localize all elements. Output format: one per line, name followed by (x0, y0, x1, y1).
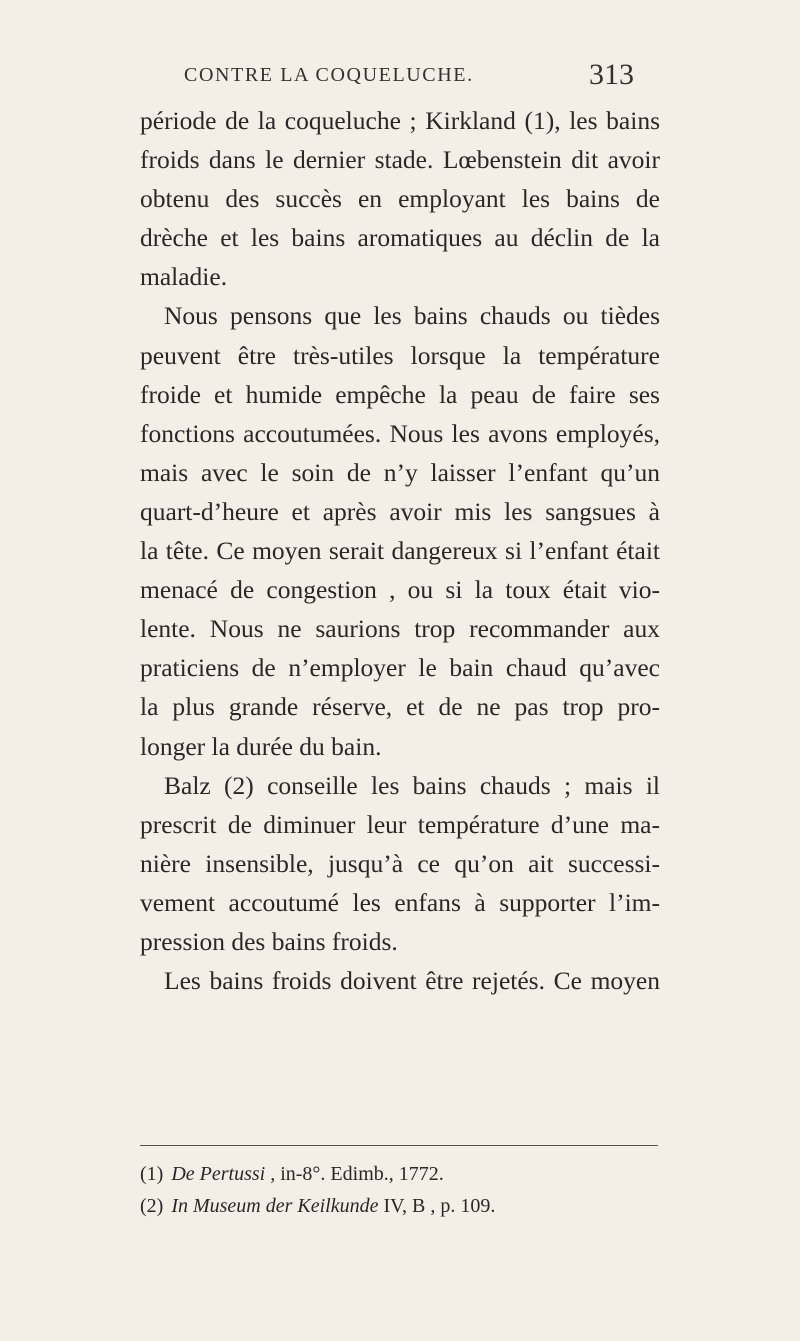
text-line: froids dans le dernier stade. Lœbenstein dit avoir (140, 145, 660, 175)
text-line: quart-d’heure et après avoir mis les sangsues à (140, 496, 660, 526)
text-line: fonctions accoutumées. Nous les avons employés, (140, 418, 660, 448)
text-line: la tête. Ce moyen serait dangereux si l’enfant était (140, 536, 660, 566)
text-line: obtenu des succès en employant les bains de (140, 184, 660, 214)
text-line: nière insensible, jusqu’à ce qu’on ait successi- (140, 848, 660, 878)
text-line: Balz (2) conseille les bains chauds ; mais il (164, 770, 660, 800)
text-line: maladie. (140, 262, 228, 292)
text-line: menacé de congestion , ou si la toux était vio- (140, 575, 660, 605)
text-line: Nous pensons que les bains chauds ou tièdes (164, 301, 660, 331)
footnote (140, 1190, 660, 1222)
text-line: pression des bains froids. (140, 926, 398, 956)
text-line: longer la durée du bain. (140, 731, 382, 761)
text-line: prescrit de diminuer leur température d’une ma- (140, 809, 660, 839)
text-line: praticiens de n’employer le bain chaud qu’avec (140, 653, 660, 683)
footnote-number: (2) (140, 1195, 164, 1217)
footnote-number: (1) (140, 1163, 164, 1185)
text-line: Les bains froids doivent être rejetés. Ce moyen (164, 966, 660, 996)
footnote-divider (140, 1145, 658, 1146)
page-number: 313 (589, 58, 634, 91)
page-header (0, 58, 800, 98)
text-line: drèche et les bains aromatiques au déclin de la (140, 223, 660, 253)
text-line: mais avec le soin de n’y laisser l’enfant qu’un (140, 457, 660, 487)
footnote-details: IV, B , p. 109. (383, 1195, 496, 1217)
footnote-title: De Pertussi , (171, 1163, 276, 1185)
footnote-details: in-8°. Edimb., 1772. (280, 1163, 444, 1185)
body-text (140, 101, 660, 1000)
text-line: peuvent être très-utiles lorsque la température (140, 340, 660, 370)
footnote (140, 1158, 660, 1190)
text-line: froide et humide empêche la peau de faire ses (140, 379, 660, 409)
text-line: la plus grande réserve, et de ne pas trop pro- (140, 692, 660, 722)
footnotes (140, 1158, 660, 1222)
running-head: CONTRE LA COQUELUCHE. (184, 64, 474, 86)
text-line: vement accoutumé les enfans à supporter l’im- (140, 887, 660, 917)
text-line: période de la coqueluche ; Kirkland (1), les bains (140, 106, 660, 135)
text-line: lente. Nous ne saurions trop recommander aux (140, 614, 660, 644)
footnote-title: In Museum der Keilkunde (171, 1195, 379, 1217)
